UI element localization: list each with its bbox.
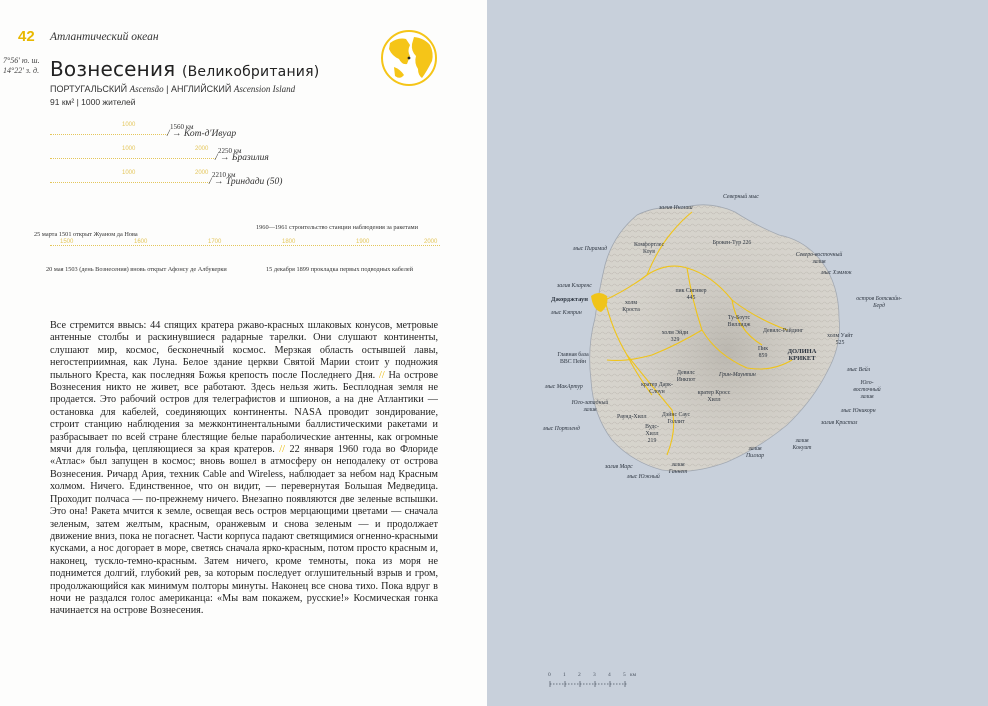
- running-head: Атлантический океан: [50, 31, 159, 43]
- distance-km: 2250 км: [218, 147, 242, 155]
- scale-tick: 1: [563, 672, 566, 678]
- scale-tick: 2: [578, 672, 581, 678]
- distance-mark: 2000: [195, 170, 209, 176]
- map-label: залив Пиллар: [745, 446, 764, 459]
- map-label: Юго-восточный залив: [853, 380, 881, 400]
- map-label: мыс Южный: [627, 474, 660, 480]
- map-label: Раунд-Хилл: [617, 414, 647, 420]
- coordinates: [3, 56, 40, 76]
- name-separator: |: [166, 84, 169, 94]
- map-label: ДОЛИНА КРИКЕТ: [787, 348, 817, 362]
- distance-destination: / → Бразилия: [215, 153, 269, 163]
- scale-labels: [548, 672, 658, 682]
- scale-tick: 3: [593, 672, 596, 678]
- distance-mark: 1000: [122, 146, 136, 152]
- timeline-event: 15 декабря 1899 прокладка первых подводных кабелей: [266, 266, 414, 273]
- lang1: ПОРТУГАЛЬСКИЙ: [50, 84, 128, 94]
- body-paragraph: На острове Вознесения никто не живет, все работают. Здесь нельзя жить. Бесплодная земля не продается. Это рабочий остров для телеграфистов и шпионов, а на дне Атлантики — остановка для кабелей, соединяющих континенты. NASA проводит зондирование, строит станцию наблюдения за межконтинентальными баллистическими ракетами и разбрасывает по всей стране блестящие белые параболические антенны, как огромные мячи для гольфа, цепляющиеся за края кратеров.: [50, 369, 439, 456]
- section-separator: //: [378, 369, 385, 381]
- timeline-year: 1800: [282, 239, 296, 245]
- map-label: Вудс-Хилл 219: [645, 424, 659, 444]
- map-label: холм Уайт 525: [827, 333, 853, 346]
- distance-line: [50, 158, 216, 159]
- map-label: холм Кроста: [622, 300, 640, 313]
- map-label: залив Кристал: [821, 420, 858, 426]
- island-names: [50, 84, 295, 94]
- distance-destination: / → Кот-д'Ивуар: [167, 129, 237, 139]
- name2: Ascension Island: [233, 84, 296, 94]
- map-label: мыс Кэтрин: [551, 310, 582, 316]
- timeline-year: 2000: [424, 239, 438, 245]
- distance-row: [50, 170, 350, 192]
- map-label: пик Сигнвер 445: [675, 288, 707, 301]
- timeline-year: 1500: [60, 239, 74, 245]
- section-separator: //: [279, 444, 285, 456]
- page-title: [50, 57, 319, 81]
- map-page: [487, 0, 988, 706]
- map-label: залив Инглиш: [659, 205, 693, 211]
- map-label: остров Ботсвайн-Берд: [856, 296, 902, 309]
- timeline-event: 1960—1961 строительство станции наблюдения за ракетами: [256, 224, 419, 231]
- latitude: 7°56' ю. ш.: [3, 56, 40, 65]
- timeline-year: 1600: [134, 239, 148, 245]
- map-label: мыс Пирамид: [573, 246, 608, 252]
- left-page: [0, 0, 487, 706]
- page-number: 42: [18, 28, 35, 45]
- distance-km: 2210 км: [212, 171, 236, 179]
- distance-line: [50, 182, 210, 183]
- distance-km: 1560 км: [170, 123, 194, 131]
- map-label: мыс Вейл: [847, 367, 871, 373]
- map-label: залив Кокуит: [792, 438, 812, 451]
- map-label: залив Ганнет: [668, 462, 688, 475]
- island-country: (Великобритания): [181, 64, 320, 80]
- distance-row: [50, 146, 350, 168]
- map-label: Брокен-Тур 226: [712, 240, 752, 246]
- distance-mark: 2000: [195, 146, 209, 152]
- map-label: Северо-восточный залив: [795, 252, 843, 265]
- map-label: залив Марс: [605, 464, 633, 470]
- map-label: Девилс Инкпот: [676, 370, 696, 383]
- longitude: 14°22' з. д.: [3, 66, 40, 75]
- island-name: Вознесения: [50, 57, 176, 81]
- timeline-year: 1900: [356, 239, 370, 245]
- map-label: Девилс-Райдинг: [763, 328, 804, 334]
- scale-unit: км: [630, 672, 637, 678]
- map-label: Ту-Боутс Виллидж: [727, 315, 751, 328]
- map-label: кратер Кросс Хилл: [697, 390, 731, 403]
- distance-mark: 1000: [122, 122, 136, 128]
- map-label: Комфортлес Коув: [633, 242, 665, 255]
- map-label: Пик 859: [757, 346, 769, 359]
- map-label: мыс Хэммок: [821, 270, 852, 276]
- map-label: мыс Портленд: [543, 426, 580, 432]
- scale-tick: 0: [548, 672, 551, 678]
- map-label: кратер Дарк-Слоун: [641, 382, 673, 395]
- timeline-event: 25 марта 1501 открыт Жуаном да Нова: [34, 231, 138, 238]
- map-label: холм Эйди 329: [661, 330, 689, 343]
- lang2: АНГЛИЙСКИЙ: [170, 84, 232, 94]
- map-label: мыс Юникорн: [841, 408, 876, 414]
- distance-destination: / → Триндади (50): [209, 177, 283, 187]
- name1: Ascensão: [129, 84, 164, 94]
- scale-tick: 5: [623, 672, 626, 678]
- body-paragraph: 22 января 1960 года во Флориде «Атлас» был запущен в космос; вновь вошел в атмосферу он неподалеку от острова Вознесения. Ричард Ария, техник Cable and Wireless, наблюдает за небом над Красным холмом. Ничего. Единственное, что он видит, — перевернутая Большая Медведица. Проходит полчаса — по-прежнему ничего. Внезапно появляются две зеленые вспышки. Это она! Ракета мчится к земле, освещая весь остров мерцающими цветами — сначала зеленым, затем желтым, красным, оранжевым и снова зеленым — и продолжает движение вниз, пока не погаснет. Части корпуса падают светящимися огненно-красными кусками, а нос догорает в море, светясь сначала ярко-красным, потом просто красным и, наконец, тускло-темно-красным. Затем ничего, кроме темноты, пока из моря не поднимется долгий, глубокий рев, за которым последует оглушительный взрыв и гром, продолжающийся как минимум полторы минуты. Наконец все снова тихо. Пока вдруг в ночи не раздался голос американца: «Мы вам покажем, русские!» Космическая гонка начинается на острове Вознесения.: [50, 444, 439, 617]
- distance-line: [50, 134, 168, 135]
- timeline-line: [50, 245, 440, 246]
- distance-row: [50, 122, 350, 144]
- timeline-event: 20 мая 1503 (день Вознесения) вновь открыт Афонсу де Албукерки: [46, 266, 227, 273]
- map-label: Джорджтаун: [551, 296, 588, 303]
- map-label: Юго-западный залив: [571, 400, 609, 413]
- map-label: Северный мыс: [723, 194, 759, 200]
- timeline-year: 1700: [208, 239, 222, 245]
- map-label: залив Кларенс: [557, 283, 592, 289]
- distance-mark: 1000: [122, 170, 136, 176]
- timeline: [34, 224, 440, 275]
- map-label: мыс МакАртур: [545, 384, 583, 390]
- map-label: Главная база ВВС Пейн: [557, 352, 589, 365]
- map-label: Дэйнс Саус Голлит: [661, 412, 691, 425]
- globe-icon: [380, 29, 438, 87]
- body-text: [50, 320, 438, 618]
- scale-tick: 4: [608, 672, 611, 678]
- map-label: Грин-Маунтин: [719, 372, 756, 378]
- island-stats: 91 км² | 1000 жителей: [50, 97, 136, 107]
- body-paragraph: Все стремится ввысь: 44 спящих кратера ржаво-красных шлаковых конусов, метровые антенные столбы и раскинувшиеся радарные тарелки. Они слушают континенты, слушают мир, космос, бесконечный космос. Мерзкая область остывшей лавы, негостеприимная, как Луна. Белое здание церкви Святой Марии стоит у подножия пыльного Креста, как последняя Божья крепость после Последнего Дня.: [50, 320, 438, 381]
